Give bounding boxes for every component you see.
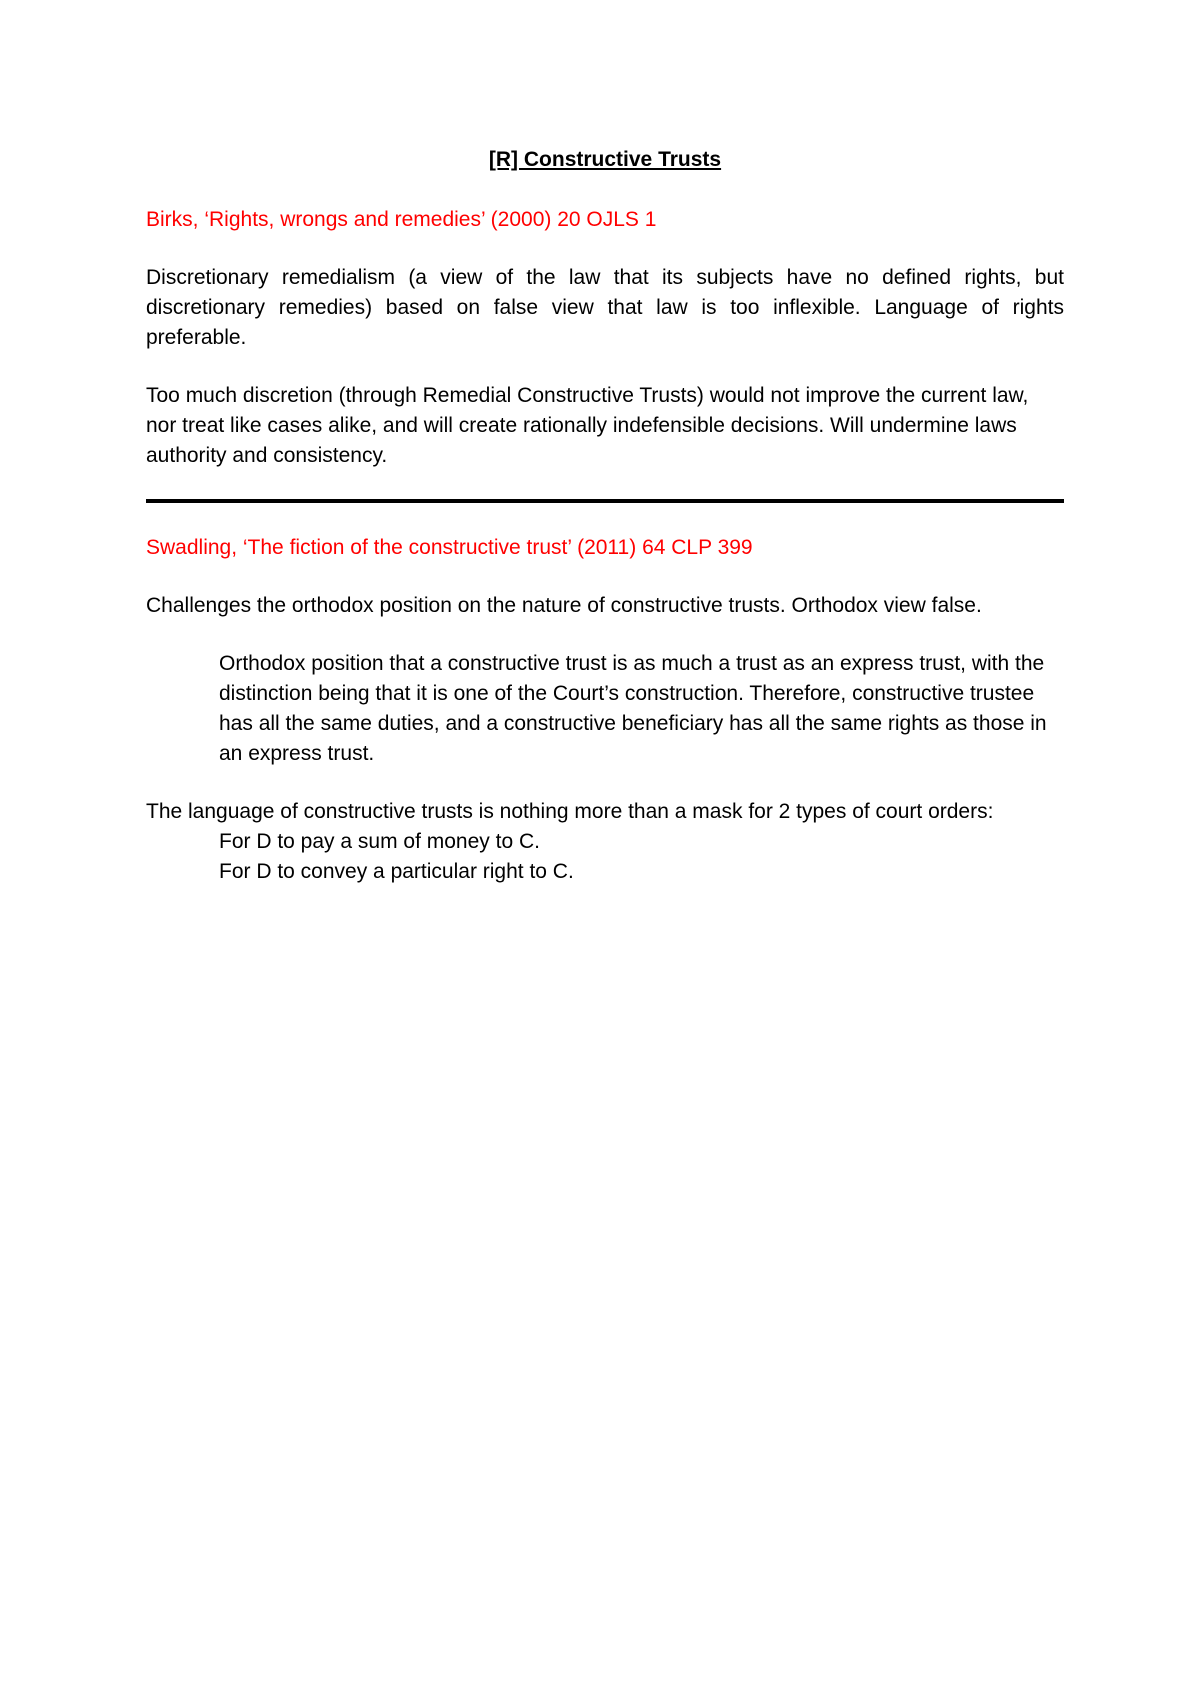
paragraph-too-much-discretion: Too much discretion (through Remedial Constructive Trusts) would not improve the current law, nor treat like cases alike, and will create rationally indefensible decisions. Will undermine laws authority and consistency.	[146, 384, 1029, 467]
paragraph-challenges-orthodox: Challenges the orthodox position on the nature of constructive trusts. Orthodox view false.	[146, 594, 982, 617]
section-divider	[146, 499, 1064, 503]
paragraph-mask-intro: The language of constructive trusts is nothing more than a mask for 2 types of court orders:	[146, 800, 994, 823]
list-item: For D to convey a particular right to C.	[219, 860, 574, 883]
court-orders-list	[146, 827, 1064, 887]
reference-swadling: Swadling, ‘The fiction of the constructive trust’ (2011) 64 CLP 399	[146, 536, 753, 559]
paragraph-discretionary-remedialism: Discretionary remedialism (a view of the law that its subjects have no defined rights, but discretionary remedies) based on false view that law is too inflexible. Language of rights preferable.	[146, 266, 1064, 349]
reference-birks: Birks, ‘Rights, wrongs and remedies’ (2000) 20 OJLS 1	[146, 208, 657, 231]
document-page	[146, 145, 1064, 887]
document-title: [R] Constructive Trusts	[488, 148, 722, 171]
paragraph-orthodox-position: Orthodox position that a constructive trust is as much a trust as an express trust, with the distinction being that it is one of the Court’s construction. Therefore, constructive trustee has all the same duties, and a constructive beneficiary has all the same rights as those in an express trust.	[219, 652, 1047, 765]
list-item: For D to pay a sum of money to C.	[219, 830, 540, 853]
